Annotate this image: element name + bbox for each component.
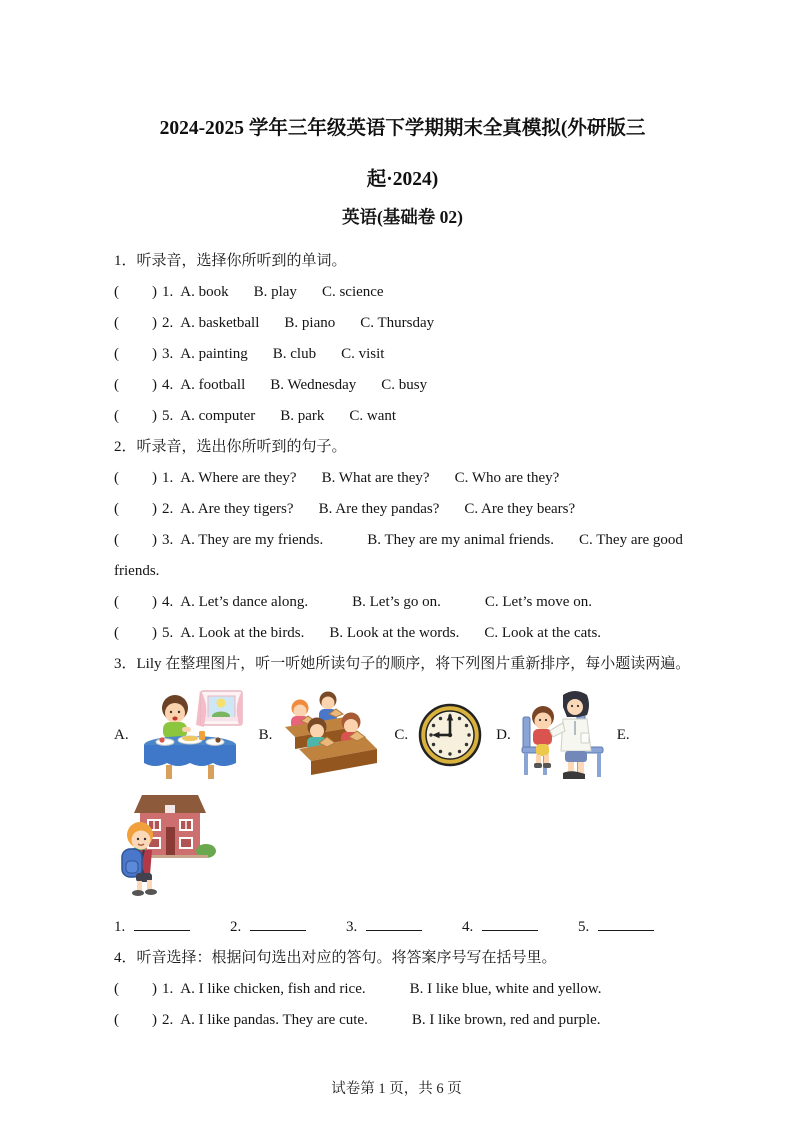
picture-label-d: D. xyxy=(496,726,511,743)
item-number: 1. xyxy=(162,981,174,997)
blank-1 xyxy=(114,912,190,942)
item-number: 3. xyxy=(162,346,174,362)
answer-blank-row xyxy=(114,912,691,942)
section-2-heading: 2．听录音，选出你所听到的句子。 xyxy=(114,439,347,455)
option-c: C. science xyxy=(321,284,384,300)
blank-number: 4. xyxy=(462,919,474,935)
blank-4 xyxy=(462,912,538,942)
item-number: 4. xyxy=(162,377,174,393)
option-a: A. basketball xyxy=(180,315,260,331)
question-item xyxy=(114,339,691,370)
option-c: C. They are good friends. xyxy=(114,532,683,579)
option-a: A. Where are they? xyxy=(180,470,297,486)
option-a: A. I like pandas. They are cute. xyxy=(180,1012,368,1028)
question-item xyxy=(114,974,691,1005)
question-item xyxy=(114,618,691,649)
question-item xyxy=(114,587,691,618)
answer-bracket-close: ) xyxy=(152,625,157,641)
picture-label-e: E. xyxy=(616,726,630,743)
option-b: B. club xyxy=(272,346,317,362)
option-b: B. piano xyxy=(284,315,336,331)
answer-bracket-close: ) xyxy=(152,594,157,610)
document-subtitle: 英语(基础卷 02) xyxy=(341,207,464,227)
picture-row-1 xyxy=(114,685,691,785)
option-a: A. football xyxy=(180,377,246,393)
blank-3 xyxy=(346,912,422,942)
answer-bracket-close: ) xyxy=(152,501,157,517)
picture-doctor-examining-child xyxy=(519,685,605,785)
picture-boy-eating-at-table xyxy=(138,687,244,783)
answer-bracket-close: ) xyxy=(152,1012,157,1028)
answer-bracket-open: ( xyxy=(114,408,119,424)
option-c: C. Thursday xyxy=(360,315,435,331)
item-number: 2. xyxy=(162,501,174,517)
item-number: 3. xyxy=(162,532,174,548)
answer-bracket-close: ) xyxy=(152,532,157,548)
section-4-heading: 4．听音选择：根据问句选出对应的答句。将答案序号写在括号里。 xyxy=(114,950,557,966)
answer-bracket-close: ) xyxy=(152,377,157,393)
picture-label-c: C. xyxy=(394,726,409,743)
item-number: 5. xyxy=(162,408,174,424)
option-a: A. Look at the birds. xyxy=(180,625,305,641)
answer-bracket-close: ) xyxy=(152,315,157,331)
answer-bracket-open: ( xyxy=(114,594,119,610)
blank-underline xyxy=(482,917,538,931)
answer-bracket-close: ) xyxy=(152,470,157,486)
option-b: B. What are they? xyxy=(321,470,430,486)
blank-number: 2. xyxy=(230,919,242,935)
document-title xyxy=(114,112,691,191)
blank-2 xyxy=(230,912,306,942)
answer-bracket-close: ) xyxy=(152,981,157,997)
answer-bracket-open: ( xyxy=(114,501,119,517)
item-number: 2. xyxy=(162,315,174,331)
option-a: A. Let’s dance along. xyxy=(180,594,309,610)
item-number: 4. xyxy=(162,594,174,610)
blank-number: 3. xyxy=(346,919,358,935)
title-line-1: 2024-2025 学年三年级英语下学期期末全真模拟(外研版三 xyxy=(159,118,646,139)
option-c: C. Let’s move on. xyxy=(484,594,592,610)
question-item xyxy=(114,525,691,587)
answer-bracket-open: ( xyxy=(114,625,119,641)
option-c: C. visit xyxy=(341,346,385,362)
picture-boy-walking-to-school xyxy=(114,787,226,899)
option-b: B. They are my animal friends. xyxy=(367,532,555,548)
option-b: B. Wednesday xyxy=(270,377,357,393)
option-b: B. Look at the words. xyxy=(329,625,460,641)
picture-clock-nine-oclock xyxy=(417,702,483,768)
title-line-2: 起·2024) xyxy=(366,169,439,190)
answer-bracket-open: ( xyxy=(114,346,119,362)
item-number: 2. xyxy=(162,1012,174,1028)
page-footer: 试卷第 1 页，共 6 页 xyxy=(331,1081,462,1097)
answer-bracket-open: ( xyxy=(114,377,119,393)
blank-number: 1. xyxy=(114,919,126,935)
answer-bracket-close: ) xyxy=(152,346,157,362)
option-c: C. Are they bears? xyxy=(464,501,576,517)
option-c: C. Look at the cats. xyxy=(484,625,602,641)
section-3-heading: 3．Lily 在整理图片，听一听她所读句子的顺序，将下列图片重新排序，每小题读两遍。 xyxy=(114,656,691,672)
option-c: C. busy xyxy=(381,377,428,393)
question-item xyxy=(114,277,691,308)
question-item xyxy=(114,401,691,432)
option-c: C. Who are they? xyxy=(454,470,560,486)
answer-bracket-open: ( xyxy=(114,1012,119,1028)
answer-bracket-open: ( xyxy=(114,315,119,331)
option-a: A. I like chicken, fish and rice. xyxy=(180,981,366,997)
option-b: B. park xyxy=(280,408,325,424)
option-b: B. Let’s go on. xyxy=(352,594,441,610)
answer-bracket-open: ( xyxy=(114,470,119,486)
blank-number: 5. xyxy=(578,919,590,935)
option-a: A. painting xyxy=(180,346,248,362)
option-a: A. They are my friends. xyxy=(180,532,324,548)
option-b: B. I like brown, red and purple. xyxy=(411,1012,601,1028)
picture-label-b: B. xyxy=(258,726,273,743)
item-number: 1. xyxy=(162,470,174,486)
question-item xyxy=(114,1005,691,1036)
blank-underline xyxy=(598,917,654,931)
option-a: A. book xyxy=(180,284,229,300)
question-item xyxy=(114,370,691,401)
option-b: B. I like blue, white and yellow. xyxy=(409,981,602,997)
option-b: B. Are they pandas? xyxy=(318,501,440,517)
item-number: 5. xyxy=(162,625,174,641)
option-b: B. play xyxy=(253,284,297,300)
answer-bracket-close: ) xyxy=(152,284,157,300)
blank-underline xyxy=(366,917,422,931)
answer-bracket-open: ( xyxy=(114,532,119,548)
section-1-heading: 1．听录音，选择你所听到的单词。 xyxy=(114,253,347,269)
question-item xyxy=(114,308,691,339)
blank-5 xyxy=(578,912,654,942)
picture-label-a: A. xyxy=(114,726,129,743)
picture-row-2 xyxy=(114,787,691,899)
question-item xyxy=(114,494,691,525)
answer-bracket-close: ) xyxy=(152,408,157,424)
answer-bracket-open: ( xyxy=(114,981,119,997)
option-a: A. computer xyxy=(180,408,256,424)
picture-children-reading-in-classroom xyxy=(279,687,379,783)
answer-bracket-open: ( xyxy=(114,284,119,300)
question-item xyxy=(114,463,691,494)
blank-underline xyxy=(250,917,306,931)
option-a: A. Are they tigers? xyxy=(180,501,294,517)
blank-underline xyxy=(134,917,190,931)
item-number: 1. xyxy=(162,284,174,300)
option-c: C. want xyxy=(349,408,397,424)
